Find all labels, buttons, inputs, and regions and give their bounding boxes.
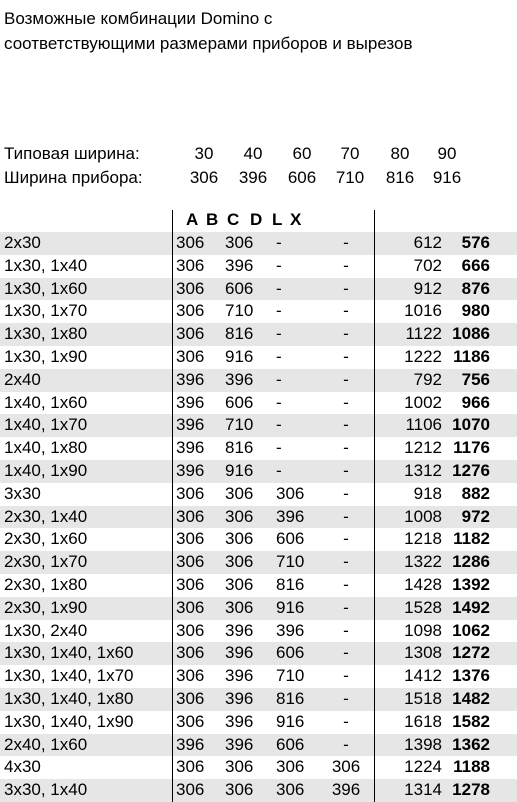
width-d-cell: - [276,233,282,252]
table-row [0,551,517,574]
typical-width-value: 60 [292,144,312,163]
width-l-cell: - [343,529,349,549]
width-a-cell: 306 [176,552,205,572]
total-width-cell: 1212 [404,438,442,458]
table-row [0,779,517,802]
cutout-width-cell: 1492 [452,597,490,617]
width-a-cell: 306 [176,574,205,594]
width-b-cell: 306 [225,780,254,800]
device-width-value: 396 [238,168,268,187]
width-d-cell: 916 [276,711,305,731]
width-l-cell: - [343,597,349,617]
cutout-width-cell: 1362 [452,734,490,754]
combination-cell: 1x30, 1x70 [4,301,88,321]
cutout-width-cell: 980 [461,301,490,321]
typical-width-value: 70 [340,144,360,163]
width-b-cell: 816 [225,438,254,458]
width-d-cell: 816 [276,688,305,708]
column-header-d: D [250,210,263,229]
total-width-cell: 1218 [404,529,442,549]
width-a-cell: 306 [176,643,205,663]
table-row [0,392,517,415]
width-l-cell: - [343,392,349,412]
width-a-cell: 306 [176,666,205,686]
table-row [0,574,517,597]
combination-cell: 1x30, 1x40, 1x80 [4,688,134,708]
combination-cell: 2x30, 1x40 [4,506,88,526]
combinations-table [0,210,517,802]
width-b-cell: 606 [225,278,254,298]
combination-cell: 2x30 [4,233,41,252]
width-d-cell: 606 [276,643,305,663]
width-a-cell: 396 [176,438,205,458]
table-row [0,278,517,301]
width-b-cell: 396 [225,734,254,754]
width-l-cell: - [343,438,349,458]
width-d-cell: 816 [276,574,305,594]
total-width-cell: 1002 [404,392,442,412]
cutout-width-cell: 1286 [452,552,490,572]
width-l-cell: - [343,688,349,708]
width-a-cell: 306 [176,278,205,298]
width-d-cell: - [276,346,282,366]
width-b-cell: 916 [225,460,254,480]
total-width-cell: 702 [413,255,442,275]
width-l-cell: - [343,301,349,321]
table-row [0,756,517,779]
combination-cell: 1x30, 1x40, 1x60 [4,643,134,663]
table-row [0,369,517,392]
table-row [0,665,517,688]
total-width-cell: 1314 [404,780,442,800]
width-a-cell: 306 [176,597,205,617]
width-l-cell: - [343,574,349,594]
width-d-cell: 396 [276,620,305,640]
width-d-cell: 306 [276,780,305,800]
total-width-cell: 1322 [404,552,442,572]
cutout-width-cell: 1070 [452,415,490,435]
column-divider-left [172,210,173,802]
total-width-cell: 1008 [404,506,442,526]
width-l-cell: - [343,278,349,298]
table-row [0,437,517,460]
width-l-cell: - [343,415,349,435]
table-row [0,642,517,665]
width-l-cell: - [343,643,349,663]
combination-cell: 1x40, 1x80 [4,438,88,458]
table-row [0,506,517,529]
width-a-cell: 306 [176,301,205,321]
title-line-1: Возможные комбинации Domino с [4,9,273,28]
column-header-b: B [206,210,219,229]
typical-width-value: 80 [390,144,410,163]
device-width-value: 710 [335,168,365,187]
width-d-cell: 606 [276,529,305,549]
width-d-cell: - [276,278,282,298]
width-b-cell: 396 [225,666,254,686]
typical-width-value: 30 [194,144,214,163]
total-width-cell: 1518 [404,688,442,708]
combination-cell: 4x30 [4,757,41,777]
width-b-cell: 396 [225,369,254,389]
combination-cell: 1x40, 1x60 [4,392,88,412]
width-a-cell: 306 [176,506,205,526]
total-width-cell: 1224 [404,757,442,777]
width-l-cell: - [343,324,349,344]
width-d-cell: 396 [276,506,305,526]
width-a-cell: 306 [176,711,205,731]
width-l-cell: - [343,233,349,252]
combination-cell: 2x30, 1x60 [4,529,88,549]
width-a-cell: 306 [176,757,205,777]
table-row [0,597,517,620]
device-width-value: 916 [432,168,462,187]
width-d-cell: - [276,369,282,389]
table-row [0,734,517,757]
cutout-width-cell: 576 [461,233,490,252]
width-d-cell: 916 [276,597,305,617]
width-a-cell: 306 [176,233,205,252]
combination-cell: 1x30, 2x40 [4,620,88,640]
total-width-cell: 1412 [404,666,442,686]
table-body [0,232,517,802]
table-row [0,483,517,506]
total-width-cell: 918 [413,483,442,503]
width-a-cell: 396 [176,369,205,389]
device-width-value: 816 [385,168,415,187]
width-l-cell: - [343,506,349,526]
width-l-cell: - [343,255,349,275]
width-b-cell: 396 [225,643,254,663]
table-row [0,300,517,323]
width-b-cell: 396 [225,620,254,640]
cutout-width-cell: 1392 [452,574,490,594]
width-d-cell: 306 [276,757,305,777]
total-width-cell: 792 [413,369,442,389]
combination-cell: 1x30, 1x80 [4,324,88,344]
width-l-cell: 396 [331,780,361,800]
width-a-cell: 396 [176,460,205,480]
combination-cell: 1x30, 1x40, 1x70 [4,666,134,686]
width-b-cell: 306 [225,506,254,526]
width-d-cell: - [276,324,282,344]
width-d-cell: - [276,392,282,412]
width-d-cell: - [276,438,282,458]
width-l-cell: - [343,711,349,731]
title-line-2: соответствующими размерами приборов и вырезов [4,34,413,53]
width-l-cell: - [343,734,349,754]
combination-cell: 1x30, 1x40, 1x90 [4,711,134,731]
cutout-width-cell: 1376 [452,666,490,686]
width-b-cell: 916 [225,346,254,366]
table-row [0,323,517,346]
cutout-width-cell: 1186 [453,346,490,366]
cutout-width-cell: 1272 [452,643,490,663]
total-width-cell: 1016 [404,301,442,321]
width-a-cell: 306 [176,346,205,366]
combination-cell: 2x30, 1x80 [4,574,88,594]
table-row [0,346,517,369]
width-l-cell: - [343,460,349,480]
width-b-cell: 710 [225,415,254,435]
width-b-cell: 306 [225,574,254,594]
width-d-cell: - [276,301,282,321]
combination-cell: 1x40, 1x70 [4,415,88,435]
table-row [0,255,517,278]
cutout-width-cell: 966 [461,392,490,412]
cutout-width-cell: 1276 [452,460,490,480]
width-a-cell: 306 [176,688,205,708]
device-width-value: 606 [287,168,317,187]
width-b-cell: 306 [225,529,254,549]
width-l-cell: - [343,483,349,503]
total-width-cell: 1398 [404,734,442,754]
table-row [0,232,517,255]
width-b-cell: 306 [225,597,254,617]
width-b-cell: 396 [225,711,254,731]
cutout-width-cell: 1278 [452,780,490,800]
width-a-cell: 396 [176,392,205,412]
cutout-width-cell: 1182 [453,529,490,549]
combination-cell: 1x40, 1x90 [4,460,88,480]
combination-cell: 2x30, 1x70 [4,552,88,572]
width-b-cell: 306 [225,757,254,777]
table-row [0,414,517,437]
width-d-cell: - [276,460,282,480]
cutout-width-cell: 1188 [453,757,490,777]
total-width-cell: 1106 [405,415,442,435]
width-l-cell: - [343,369,349,389]
width-a-cell: 306 [176,780,205,800]
table-header [0,210,517,232]
column-header-l: L [272,210,283,229]
total-width-cell: 1312 [404,460,442,480]
width-a-cell: 396 [176,734,205,754]
width-a-cell: 396 [176,415,205,435]
cutout-width-cell: 1176 [453,438,490,458]
width-a-cell: 306 [176,324,205,344]
combination-cell: 1x30, 1x90 [4,346,88,366]
table-row [0,620,517,643]
combination-cell: 3x30, 1x40 [4,780,88,800]
column-divider-right [374,210,375,802]
width-d-cell: - [276,255,282,275]
cutout-width-cell: 1062 [452,620,490,640]
total-width-cell: 1098 [404,620,442,640]
typical-width-value: 40 [243,144,263,163]
combination-cell: 2x30, 1x90 [4,597,88,617]
cutout-width-cell: 972 [461,506,490,526]
total-width-cell: 1528 [404,597,442,617]
cutout-width-cell: 666 [461,255,490,275]
cutout-width-cell: 1582 [452,711,490,731]
cutout-width-cell: 756 [461,369,490,389]
device-width-value: 306 [189,168,219,187]
width-b-cell: 396 [225,255,254,275]
width-d-cell: 306 [276,483,305,503]
cutout-width-cell: 876 [461,278,490,298]
total-width-cell: 1122 [405,324,442,344]
device-width-label: Ширина прибора: [4,168,143,187]
cutout-width-cell: 882 [461,483,490,503]
width-b-cell: 306 [225,552,254,572]
cutout-width-cell: 1086 [452,324,490,344]
width-d-cell: 710 [276,552,305,572]
width-l-cell: - [343,666,349,686]
width-l-cell: - [343,552,349,572]
column-header-a: A [186,210,199,229]
combination-cell: 3x30 [4,483,41,503]
table-row [0,460,517,483]
width-b-cell: 710 [225,301,254,321]
width-d-cell: 606 [276,734,305,754]
cutout-width-cell: 1482 [452,688,490,708]
total-width-cell: 1618 [404,711,442,731]
total-width-cell: 612 [413,233,442,252]
total-width-cell: 912 [413,278,442,298]
column-header-x: X [290,210,302,229]
table-row [0,711,517,734]
width-d-cell: 710 [276,666,305,686]
width-a-cell: 306 [176,620,205,640]
width-b-cell: 606 [225,392,254,412]
combination-cell: 2x40, 1x60 [4,734,88,754]
table-row [0,688,517,711]
width-a-cell: 306 [176,529,205,549]
width-a-cell: 306 [176,483,205,503]
width-d-cell: - [276,415,282,435]
total-width-cell: 1428 [404,574,442,594]
total-width-cell: 1222 [404,346,442,366]
combination-cell: 2x40 [4,369,41,389]
width-l-cell: 306 [331,757,361,777]
width-a-cell: 306 [176,255,205,275]
typical-width-label: Типовая ширина: [4,144,140,163]
typical-width-value: 90 [437,144,457,163]
column-header-c: C [227,210,240,229]
width-b-cell: 306 [225,483,254,503]
width-l-cell: - [343,346,349,366]
combination-cell: 1x30, 1x60 [4,278,88,298]
width-b-cell: 816 [225,324,254,344]
width-b-cell: 396 [225,688,254,708]
width-l-cell: - [343,620,349,640]
page-title [4,6,514,56]
table-row [0,528,517,551]
combination-cell: 1x30, 1x40 [4,255,88,275]
total-width-cell: 1308 [404,643,442,663]
width-b-cell: 306 [225,233,254,252]
